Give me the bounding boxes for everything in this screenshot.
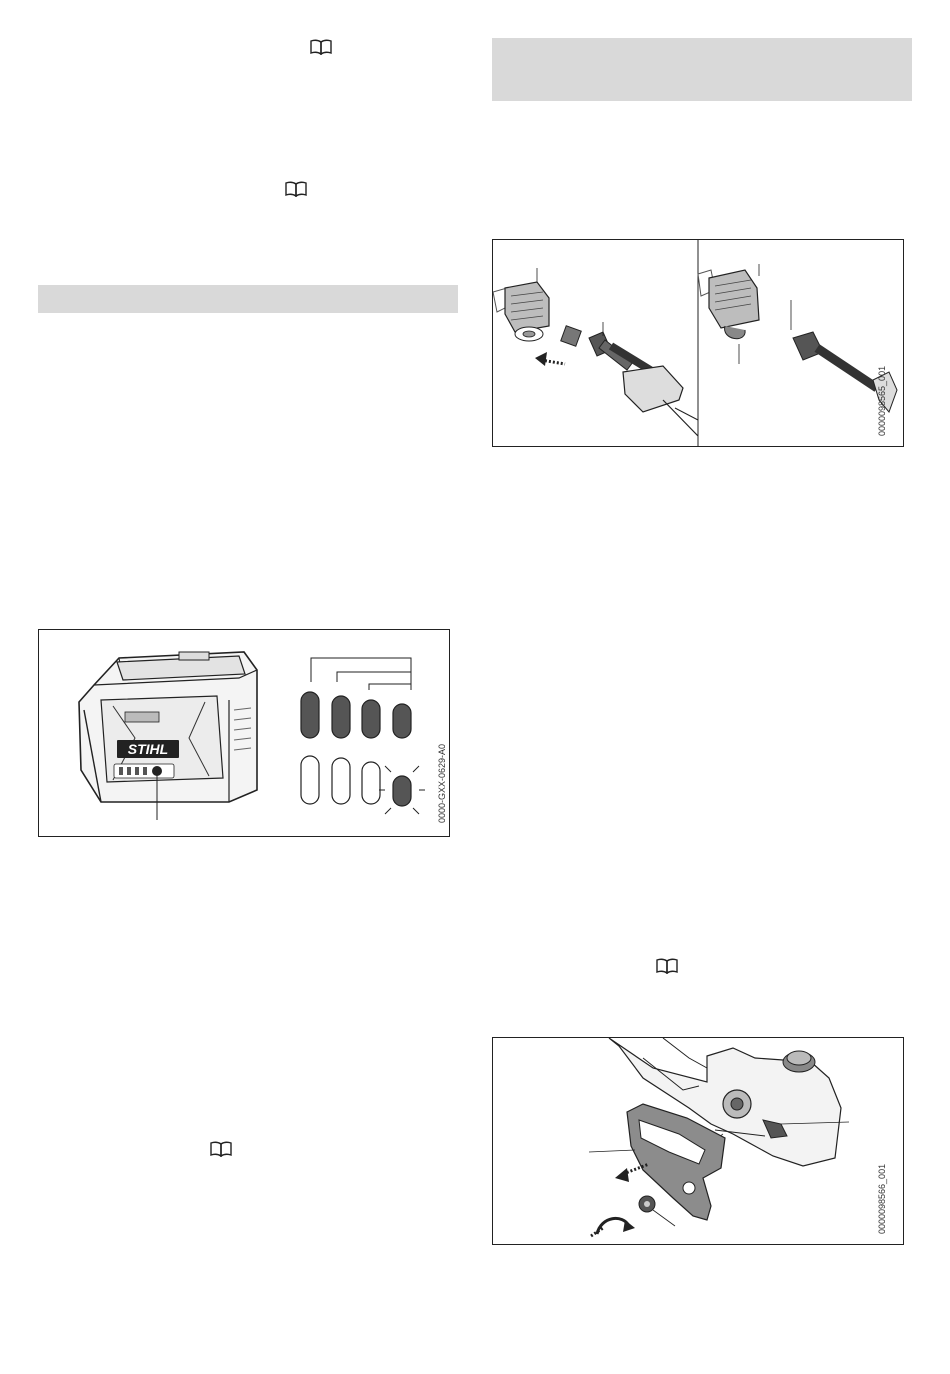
- shaft-illustration: [493, 240, 903, 446]
- section-heading-bar: [38, 285, 458, 313]
- figure-code: 0000098565_001: [877, 365, 887, 436]
- book-icon: [656, 958, 678, 974]
- cover-figure: [492, 1037, 904, 1245]
- book-icon: [210, 1141, 232, 1157]
- figure-code: 0000-GXX-0629-A0: [437, 743, 447, 823]
- cover-illustration: [493, 1038, 903, 1244]
- brand-label: STIHL: [127, 741, 169, 757]
- battery-figure: [38, 629, 450, 837]
- figure-code: 0000098566_001: [877, 1163, 887, 1234]
- battery-illustration: [39, 630, 449, 836]
- book-icon: [285, 181, 307, 197]
- chapter-heading-bar: [492, 38, 912, 101]
- shaft-figure: [492, 239, 904, 447]
- book-icon: [310, 39, 332, 55]
